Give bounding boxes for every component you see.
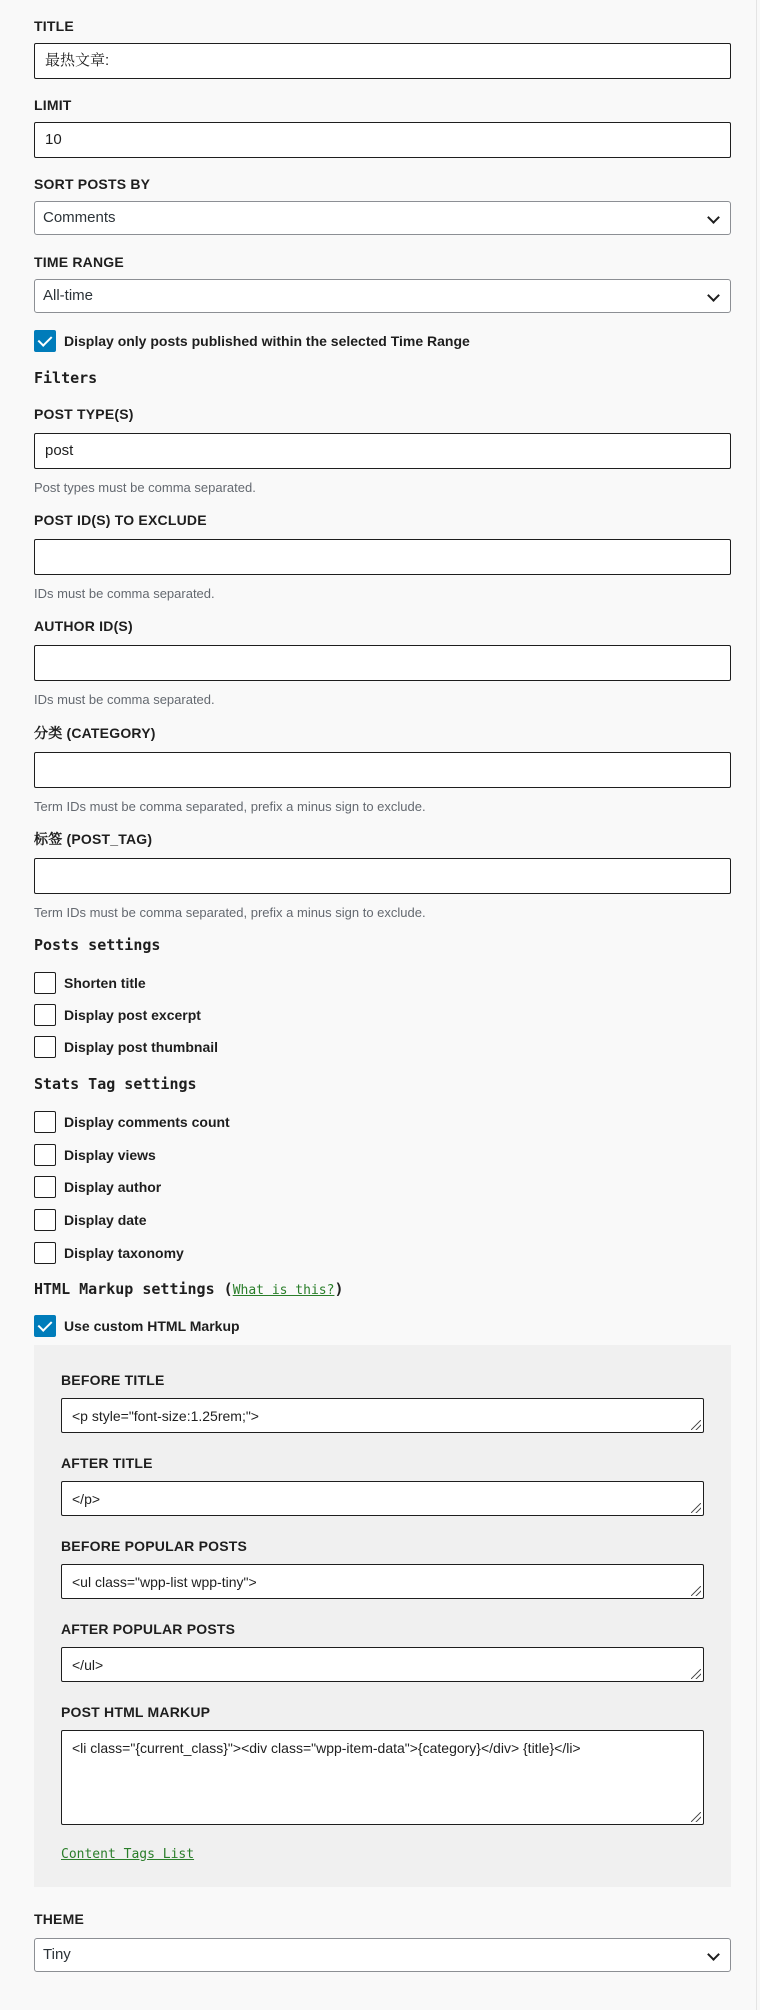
time-range-select[interactable] [34, 279, 731, 313]
theme-label: THEME [34, 1911, 84, 1927]
before-title-textarea[interactable] [61, 1398, 704, 1433]
date-checkbox[interactable] [34, 1209, 56, 1231]
author-row[interactable] [34, 1175, 731, 1199]
author-ids-label: AUTHOR ID(S) [34, 618, 133, 634]
views-label: Display views [64, 1147, 156, 1163]
post-types-input[interactable]: post [34, 433, 731, 469]
post-types-label: POST TYPE(S) [34, 406, 134, 422]
title-field-group [34, 17, 731, 79]
exclude-ids-label: POST ID(S) TO EXCLUDE [34, 512, 207, 528]
author-ids-input[interactable] [34, 645, 731, 681]
post-tag-input[interactable] [34, 858, 731, 894]
author-checkbox[interactable] [34, 1176, 56, 1198]
post-tag-label: 标签 (POST_TAG) [34, 831, 153, 847]
before-popular-value: <ul class="wpp-list wpp-tiny"> [72, 1574, 257, 1590]
paren-close: ) [334, 1280, 344, 1298]
before-popular-textarea[interactable] [61, 1564, 704, 1599]
category-help: Term IDs must be comma separated, prefix a minus sign to exclude. [34, 799, 426, 814]
category-label: 分类 (CATEGORY) [34, 725, 156, 741]
resize-grip-icon[interactable] [691, 1586, 701, 1596]
post-thumbnail-row[interactable] [34, 1035, 731, 1059]
after-popular-textarea[interactable] [61, 1647, 704, 1682]
after-popular-group [61, 1620, 704, 1682]
sort-select-value: Comments [43, 209, 116, 226]
after-popular-value: </ul> [72, 1657, 104, 1673]
sort-label: SORT POSTS BY [34, 176, 151, 192]
chevron-down-icon [707, 1948, 720, 1961]
resize-grip-icon[interactable] [691, 1420, 701, 1430]
what-is-this-link[interactable]: What is this? [232, 1283, 335, 1298]
title-label: TITLE [34, 18, 74, 34]
after-title-value: </p> [72, 1491, 101, 1507]
chevron-down-icon [707, 289, 720, 302]
after-title-group [61, 1454, 704, 1516]
taxonomy-checkbox[interactable] [34, 1242, 56, 1264]
theme-select-value: Tiny [43, 1946, 71, 1963]
post-excerpt-checkbox[interactable] [34, 1004, 56, 1026]
limit-field-group [34, 96, 731, 158]
content-tags-link-row [61, 1845, 704, 1863]
resize-grip-icon[interactable] [691, 1812, 701, 1822]
theme-select[interactable] [34, 1938, 731, 1972]
use-custom-markup-label: Use custom HTML Markup [64, 1318, 240, 1334]
sort-field-group [34, 175, 731, 235]
post-thumbnail-label: Display post thumbnail [64, 1039, 219, 1055]
posts-settings-heading: Posts settings [34, 936, 161, 954]
time-range-select-value: All-time [43, 287, 94, 304]
date-label: Display date [64, 1212, 147, 1228]
time-range-field-group [34, 253, 731, 313]
theme-field-group [34, 1910, 731, 1972]
html-markup-heading [34, 1279, 731, 1301]
post-markup-group [61, 1703, 704, 1825]
before-title-value: <p style="font-size:1.25rem;"> [72, 1408, 259, 1424]
post-excerpt-row[interactable] [34, 1003, 731, 1027]
within-range-checkbox-row[interactable] [34, 329, 731, 353]
before-popular-group [61, 1537, 704, 1599]
paren-open: ( [223, 1280, 233, 1298]
post-types-field-group [34, 405, 731, 496]
within-range-checkbox[interactable] [34, 330, 56, 352]
exclude-ids-field-group [34, 511, 731, 602]
author-label: Display author [64, 1179, 162, 1195]
taxonomy-row[interactable] [34, 1241, 731, 1265]
post-tag-help: Term IDs must be comma separated, prefix a minus sign to exclude. [34, 905, 426, 920]
comments-count-checkbox[interactable] [34, 1111, 56, 1133]
exclude-ids-input[interactable] [34, 539, 731, 575]
after-title-label: AFTER TITLE [61, 1455, 153, 1471]
use-custom-markup-checkbox[interactable] [34, 1315, 56, 1337]
taxonomy-label: Display taxonomy [64, 1245, 184, 1261]
post-types-help: Post types must be comma separated. [34, 480, 256, 495]
shorten-title-checkbox[interactable] [34, 972, 56, 994]
filters-heading: Filters [34, 369, 98, 387]
post-markup-textarea[interactable] [61, 1730, 704, 1825]
resize-grip-icon[interactable] [691, 1503, 701, 1513]
post-excerpt-label: Display post excerpt [64, 1007, 201, 1023]
after-title-textarea[interactable] [61, 1481, 704, 1516]
sort-select[interactable] [34, 201, 731, 235]
before-popular-label: BEFORE POPULAR POSTS [61, 1538, 248, 1554]
comments-count-label: Display comments count [64, 1114, 230, 1130]
limit-input[interactable]: 10 [34, 122, 731, 158]
limit-label: LIMIT [34, 97, 72, 113]
author-ids-field-group [34, 617, 731, 708]
author-ids-help: IDs must be comma separated. [34, 692, 215, 707]
within-range-label: Display only posts published within the selected Time Range [64, 333, 470, 349]
date-row[interactable] [34, 1208, 731, 1232]
title-input[interactable]: 最热文章: [34, 43, 731, 79]
views-row[interactable] [34, 1143, 731, 1167]
post-markup-label: POST HTML MARKUP [61, 1704, 211, 1720]
category-field-group [34, 724, 731, 815]
time-range-label: TIME RANGE [34, 254, 124, 270]
views-checkbox[interactable] [34, 1144, 56, 1166]
exclude-ids-help: IDs must be comma separated. [34, 586, 215, 601]
before-title-group [61, 1371, 704, 1433]
comments-count-row[interactable] [34, 1110, 731, 1134]
chevron-down-icon [707, 211, 720, 224]
use-custom-markup-row[interactable] [34, 1314, 731, 1338]
resize-grip-icon[interactable] [691, 1669, 701, 1679]
after-popular-label: AFTER POPULAR POSTS [61, 1621, 236, 1637]
category-input[interactable] [34, 752, 731, 788]
content-tags-list-link[interactable]: Content Tags List [61, 1847, 195, 1862]
post-tag-field-group [34, 830, 731, 921]
custom-markup-panel [34, 1345, 731, 1887]
post-thumbnail-checkbox[interactable] [34, 1036, 56, 1058]
shorten-title-label: Shorten title [64, 975, 146, 991]
shorten-title-row[interactable] [34, 971, 731, 995]
html-markup-heading-text: HTML Markup settings [34, 1280, 215, 1298]
before-title-label: BEFORE TITLE [61, 1372, 165, 1388]
stats-settings-heading: Stats Tag settings [34, 1075, 197, 1093]
post-markup-value: <li class="{current_class}"><div class="wpp-item-data">{category}</div> {title}</li> [72, 1740, 581, 1756]
